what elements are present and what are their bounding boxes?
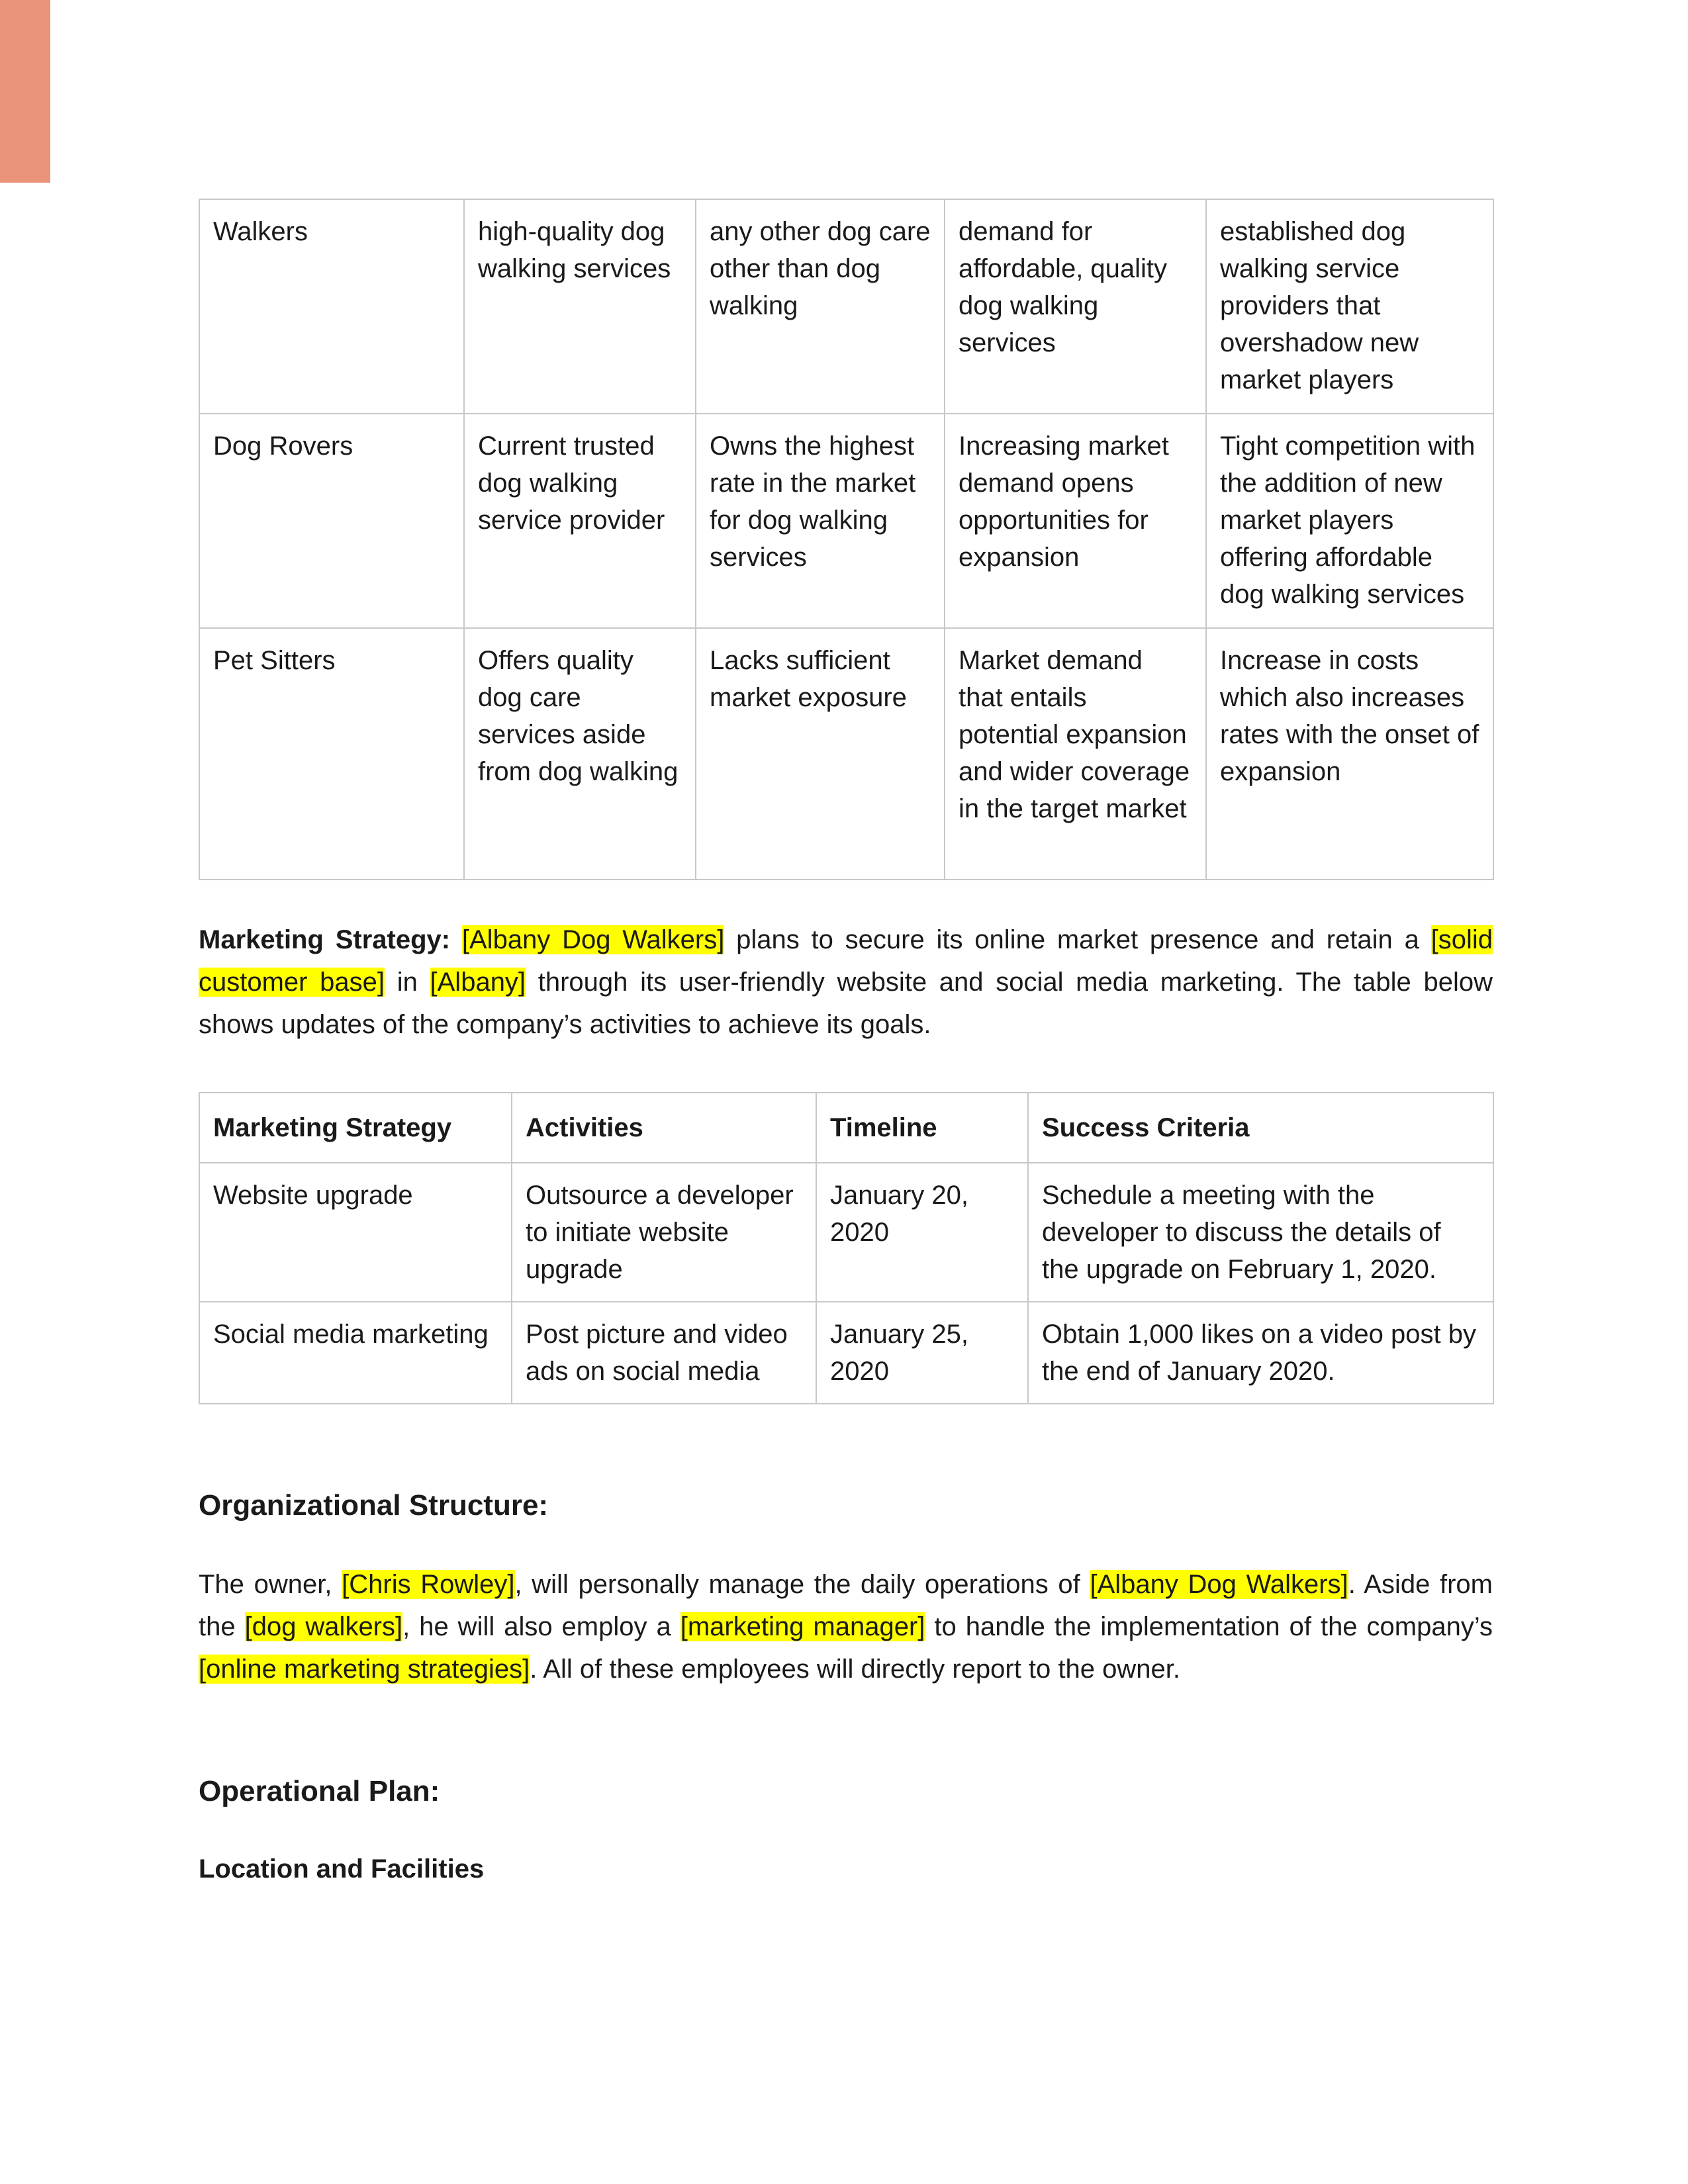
paragraph-text: plans to secure its online market presence and retain a <box>724 925 1431 954</box>
paragraph-text: The owner, <box>199 1570 342 1599</box>
document-body <box>199 199 1493 1884</box>
table-cell: Offers quality dog care services aside from dog walking <box>464 628 696 880</box>
highlighted-placeholder: [marketing manager] <box>680 1612 925 1641</box>
org-structure-heading: Organizational Structure: <box>199 1489 549 1522</box>
table-cell: Lacks sufficient market exposure <box>696 628 945 880</box>
org-structure-paragraph <box>199 1563 1493 1690</box>
table-cell: Social media marketing <box>199 1302 512 1404</box>
table-row <box>199 199 1493 414</box>
table-header-row <box>199 1093 1493 1163</box>
table-cell: Owns the highest rate in the market for dog walking services <box>696 414 945 628</box>
table-cell: demand for affordable, quality dog walking services <box>945 199 1206 414</box>
paragraph-text: . All of these employees will directly report to the owner. <box>530 1655 1180 1684</box>
marketing-strategy-label: Marketing Strategy: <box>199 925 451 954</box>
table-row <box>199 414 1493 628</box>
column-header: Timeline <box>816 1093 1028 1163</box>
column-header: Activities <box>512 1093 816 1163</box>
highlighted-placeholder: [dog walkers] <box>244 1612 403 1641</box>
table-cell: any other dog care other than dog walking <box>696 199 945 414</box>
column-header: Success Criteria <box>1028 1093 1493 1163</box>
paragraph-text: to handle the implementation of the company’s <box>925 1612 1493 1641</box>
table-cell: Outsource a developer to initiate website upgrade <box>512 1163 816 1302</box>
paragraph-text: in <box>385 968 430 997</box>
highlighted-placeholder: [Albany Dog Walkers] <box>1090 1570 1348 1599</box>
column-header: Marketing Strategy <box>199 1093 512 1163</box>
marketing-activities-table <box>199 1092 1494 1404</box>
table-cell: high-quality dog walking services <box>464 199 696 414</box>
location-facilities-subheading: Location and Facilities <box>199 1854 485 1884</box>
table-cell: Website upgrade <box>199 1163 512 1302</box>
paragraph-text: . Aside from the <box>199 1570 1493 1641</box>
table-cell: Tight competition with the addition of new market players offering affordable dog walking services <box>1206 414 1493 628</box>
highlighted-placeholder: [Albany Dog Walkers] <box>461 925 725 954</box>
table-cell: Schedule a meeting with the developer to discuss the details of the upgrade on February 1, 2020. <box>1028 1163 1493 1302</box>
competitor-name: Dog Rovers <box>199 414 464 628</box>
table-cell: Market demand that entails potential expansion and wider coverage in the target market <box>945 628 1206 880</box>
corner-tab-decoration <box>0 0 50 183</box>
competitor-name: Pet Sitters <box>199 628 464 880</box>
table-row <box>199 1163 1493 1302</box>
highlighted-placeholder: [online marketing strategies] <box>199 1655 530 1684</box>
paragraph-text: through its user-friendly website and social media marketing. The table below shows updates of the company’s activities to achieve its goals. <box>199 968 1493 1039</box>
highlighted-placeholder: [Chris Rowley] <box>342 1570 515 1599</box>
competitor-name: Walkers <box>199 199 464 414</box>
table-cell: Increase in costs which also increases rates with the onset of expansion <box>1206 628 1493 880</box>
table-cell: Post picture and video ads on social media <box>512 1302 816 1404</box>
table-cell: Increasing market demand opens opportunities for expansion <box>945 414 1206 628</box>
competitor-table <box>199 199 1494 880</box>
highlighted-placeholder: [Albany] <box>430 968 526 997</box>
operational-plan-heading: Operational Plan: <box>199 1775 440 1807</box>
table-cell: established dog walking service providers that overshadow new market players <box>1206 199 1493 414</box>
paragraph-text: , will personally manage the daily operations of <box>514 1570 1090 1599</box>
table-cell: January 20, 2020 <box>816 1163 1028 1302</box>
table-row <box>199 628 1493 880</box>
paragraph-text: , he will also employ a <box>402 1612 680 1641</box>
table-cell: January 25, 2020 <box>816 1302 1028 1404</box>
table-row <box>199 1302 1493 1404</box>
table-cell: Obtain 1,000 likes on a video post by the end of January 2020. <box>1028 1302 1493 1404</box>
marketing-strategy-paragraph <box>199 919 1493 1046</box>
table-cell: Current trusted dog walking service provider <box>464 414 696 628</box>
highlighted-placeholder: [solid customer base] <box>199 925 1493 997</box>
